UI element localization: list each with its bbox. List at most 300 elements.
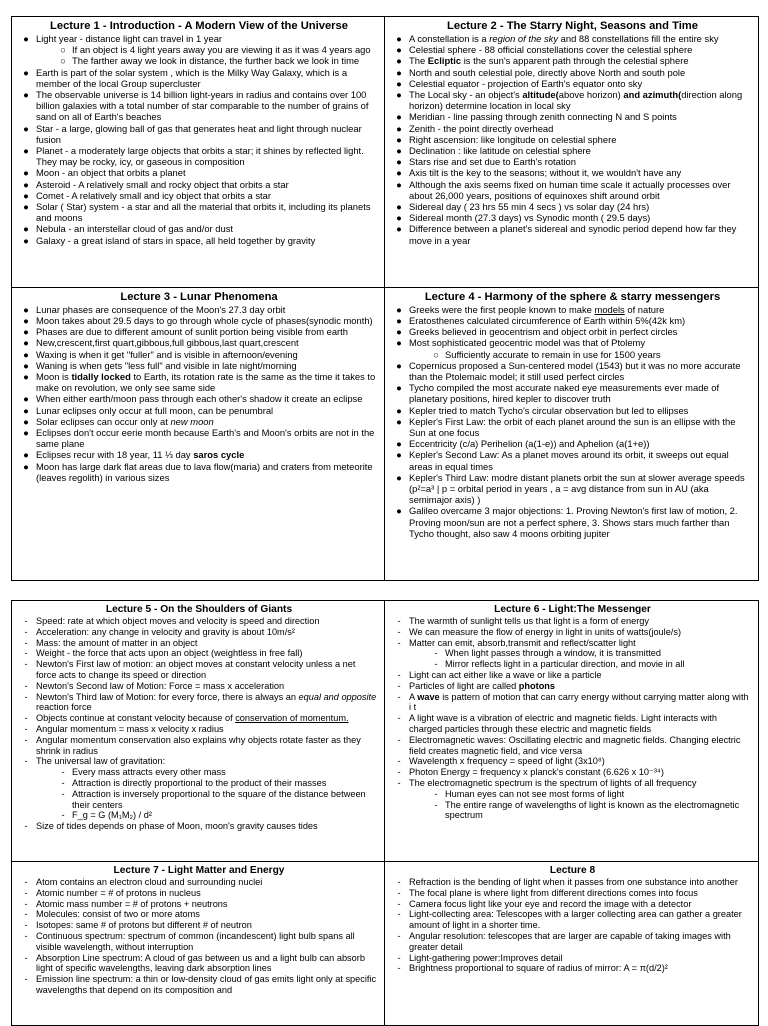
item-text: Greeks believed in geocentrism and object orbit in perfect circles	[409, 326, 678, 338]
list-item	[393, 756, 752, 767]
item-text: Sufficiently accurate to remain in use for 1500 years	[445, 348, 661, 360]
bullet-marker: ●	[23, 167, 29, 179]
text-run: Solar eclipses can occur only at	[36, 415, 171, 427]
lecture-grid	[11, 16, 759, 581]
list-item	[393, 909, 752, 931]
item-text: Phases are due to different amount of sunlit portion being visible from earth	[36, 326, 348, 338]
list-item	[393, 360, 752, 382]
text-run: is the sun's apparent path through the celestial sphere	[461, 55, 689, 67]
item-text: The observable universe is 14 billion light-years in radius and contains over 100 billion galaxies with a total number of star comparable to the number of grains of sand on all of Earth's beaches	[36, 89, 369, 123]
list-item	[20, 638, 378, 649]
item-text: Attraction is directly proportional to the product of their masses	[72, 777, 327, 788]
bullet-marker: ●	[23, 234, 29, 246]
bullet-list	[20, 33, 378, 246]
item-text: Axis tilt is the key to the seasons; without it, we wouldn't have any	[409, 167, 682, 179]
text-run: Ecliptic	[427, 55, 462, 67]
sub-bullet-marker: -	[61, 777, 65, 788]
bullet-marker: ●	[396, 66, 402, 78]
list-item	[393, 326, 752, 337]
lecture-cell	[12, 862, 385, 1025]
list-item	[393, 438, 752, 449]
item-text: Asteroid - A relatively small and rocky object that orbits a star	[36, 178, 289, 190]
list-item	[20, 201, 378, 223]
item-text: Molecules: consist of two or more atoms	[36, 909, 200, 920]
bullet-marker: ●	[396, 449, 402, 461]
text-run: The Local sky - an object's	[409, 89, 523, 101]
bullet-marker: ●	[23, 404, 29, 416]
bullet-marker: -	[24, 931, 28, 942]
lecture-title: Lecture 4 - Harmony of the sphere & starry messengers	[424, 290, 721, 303]
item-text: Human eyes can not see most forms of light	[445, 788, 625, 799]
sub-bullet-marker: -	[434, 788, 438, 799]
list-item	[20, 235, 378, 246]
item-text: Light can act either like a wave or like a particle	[409, 669, 602, 680]
bullet-marker: -	[397, 713, 401, 724]
list-item	[20, 393, 378, 404]
item-text: Lunar phases are consequence of the Moon's 27.3 day orbit	[36, 303, 286, 315]
list-item	[20, 89, 378, 123]
list-item	[20, 405, 378, 416]
bullet-marker: ●	[396, 178, 402, 190]
item-text: F_g = G (M₁M₂) / d²	[72, 810, 152, 821]
list-item	[393, 800, 752, 822]
text-run: is pattern of motion that can carry energy without carrying matter along with i t	[409, 691, 749, 713]
item-text: Mirror reflects light in a particular direction, and movie in all	[445, 659, 685, 670]
bullet-marker: -	[397, 898, 401, 909]
sub-bullet-marker: -	[434, 799, 438, 810]
page-two	[0, 592, 768, 1024]
list-item	[393, 931, 752, 953]
list-item	[393, 735, 752, 757]
item-text: Kepler's First Law: the orbit of each planet around the sun is an ellipse with the Sun at one focus	[409, 415, 736, 439]
list-item	[393, 767, 752, 778]
list-item	[20, 756, 378, 767]
bullet-marker: ●	[23, 337, 29, 349]
item-text: Eccentricity (c/a) Perihelion (a(1-e)) and Aphelion (a(1+e))	[409, 438, 650, 450]
item-text: Acceleration: any change in velocity and gravity is about 10m/s²	[36, 626, 295, 637]
item-text: Absorption Line spectrum: A cloud of gas between us and a light bulb can absorb light of specific wavelengths, leaving dark absorption lines	[36, 952, 365, 974]
list-item	[20, 724, 378, 735]
list-item	[20, 223, 378, 234]
item-text: Comet - A relatively small and icy object that orbits a star	[36, 189, 271, 201]
item-text: We can measure the flow of energy in light in units of watts(joule/s)	[409, 626, 682, 637]
text-run: Objects continue at constant velocity because of	[36, 713, 236, 724]
bullet-marker: -	[24, 909, 28, 920]
bullet-marker: -	[397, 931, 401, 942]
text-run: and azimuth(	[623, 89, 682, 101]
item-text: Light-collecting area: Telescopes with a larger collecting area can gather a greater amount of light in a shorter time.	[409, 909, 742, 931]
bullet-marker: -	[397, 952, 401, 963]
lecture-cell	[12, 601, 385, 862]
item-text: North and south celestial pole, directly above North and south pole	[409, 66, 686, 78]
item-text: Matter can emit, absorb,transmit and reflect/scatter light	[409, 637, 636, 648]
item-text: Galileo overcame 3 major objections: 1. Proving Newton's first law of motion, 2. Proving moon/sun are not a perfect sphere, 3. Shows stars much farther than Tycho thought, also saw 4 moons orbiting jupiter	[409, 505, 738, 539]
lecture-cell	[12, 288, 385, 580]
item-text: Atomic number = # of protons in nucleus	[36, 887, 201, 898]
item-text: Nebula - an interstellar cloud of gas and/or dust	[36, 223, 233, 235]
text-run: Greeks were the first people known to make	[409, 303, 595, 315]
item-text: When light passes through a window, it is transmitted	[445, 648, 662, 659]
list-item	[20, 337, 378, 348]
item-text: Celestial equator - projection of Earth's equator onto sky	[409, 77, 643, 89]
bullet-marker: -	[397, 887, 401, 898]
list-item	[393, 692, 752, 714]
bullet-marker: -	[397, 756, 401, 767]
item-text: Mass: the amount of matter in an object	[36, 637, 198, 648]
list-item	[20, 360, 378, 371]
sub-bullet-marker: -	[61, 788, 65, 799]
bullet-marker: ●	[396, 223, 402, 235]
bullet-marker: ●	[23, 303, 29, 315]
bullet-marker: ●	[396, 89, 402, 101]
bullet-marker: ●	[396, 201, 402, 213]
list-item	[393, 405, 752, 416]
bullet-marker: ●	[23, 427, 29, 439]
item-text: Waning is when gets "less full" and visible in late night/morning	[36, 359, 297, 371]
bullet-marker: ●	[396, 303, 402, 315]
list-item	[393, 472, 752, 506]
list-item	[20, 449, 378, 460]
bullet-marker: -	[397, 626, 401, 637]
bullet-marker: ●	[23, 178, 29, 190]
list-item	[20, 371, 378, 393]
list-item	[393, 888, 752, 899]
list-item	[20, 67, 378, 89]
list-item	[20, 789, 378, 811]
text-run: A	[409, 691, 418, 702]
bullet-marker: -	[24, 734, 28, 745]
bullet-marker: -	[397, 669, 401, 680]
bullet-marker: -	[397, 963, 401, 974]
item-text: Lunar eclipses only occur at full moon, can be penumbral	[36, 404, 274, 416]
list-item	[393, 44, 752, 55]
list-item	[393, 505, 752, 539]
item-text: Waxing is when it get "fuller" and is visible in afternoon/evening	[36, 348, 298, 360]
lecture-title: Lecture 8	[549, 865, 596, 877]
list-item	[393, 123, 752, 134]
item-text: Most sophisticated geocentric model was that of Ptolemy	[409, 337, 646, 349]
list-item	[20, 123, 378, 145]
bullet-marker: ●	[396, 315, 402, 326]
bullet-marker: ●	[396, 404, 402, 416]
lecture-title: Lecture 6 - Light:The Messenger	[494, 604, 651, 615]
list-item	[20, 33, 378, 44]
sub-bullet-marker: ○	[60, 44, 66, 56]
list-item	[393, 449, 752, 471]
bullet-marker: -	[397, 637, 401, 648]
item-text: Wavelength x frequency = speed of light (3x10⁸)	[409, 756, 605, 767]
list-item	[393, 382, 752, 404]
lecture-title: Lecture 2 - The Starry Night, Seasons and Time	[447, 20, 698, 32]
item-text: Sidereal day ( 23 hrs 55 min 4 secs ) vs solar day (24 hrs)	[409, 201, 650, 213]
list-item	[393, 201, 752, 212]
item-text: Moon takes about 29.5 days to go through whole cycle of phases(synodic month)	[36, 315, 373, 326]
text-run: altitude(	[522, 89, 559, 101]
item-text: Eratosthenes calculated circumference of Earth within 5%(42k km)	[409, 315, 686, 326]
bullet-marker: ●	[396, 415, 402, 427]
sub-bullet-marker: -	[434, 648, 438, 659]
list-item	[20, 179, 378, 190]
text-run: tidally locked	[71, 371, 131, 383]
bullet-marker: ●	[396, 133, 402, 145]
item-text: Star - a large, glowing ball of gas that generates heat and light through nuclear fusion	[36, 122, 362, 145]
list-item	[20, 821, 378, 832]
list-item	[20, 899, 378, 910]
list-item	[20, 167, 378, 178]
list-item	[393, 134, 752, 145]
bullet-list	[393, 616, 752, 821]
item-text: Attraction is inversely proportional to the square of the distance between their centers	[72, 788, 366, 810]
bullet-marker: ●	[396, 145, 402, 157]
text-run: to Earth, its rotation rate is the same as the time it takes to make on revolution, we only see same side	[36, 371, 376, 394]
lecture-cell	[385, 288, 758, 580]
list-item	[393, 337, 752, 348]
item-text: Declination : like latitude on celestial sphere	[409, 145, 591, 157]
item-text: Emission line spectrum: a thin or low-density cloud of gas emits light only at specific wavelengths that depend on its composition and	[36, 974, 377, 996]
list-item	[20, 974, 378, 996]
text-run: direction along horizon) determine location in local sky	[409, 89, 743, 112]
list-item	[20, 877, 378, 888]
lecture-cell	[385, 601, 758, 862]
bullet-marker: ●	[396, 438, 402, 450]
item-text: Meridian - line passing through zenith connecting N and S points	[409, 111, 677, 123]
lecture-title: Lecture 3 - Lunar Phenomena	[120, 290, 278, 303]
list-item	[20, 55, 378, 66]
list-item	[393, 33, 752, 44]
list-item	[393, 778, 752, 789]
bullet-marker: -	[24, 626, 28, 637]
list-item	[20, 778, 378, 789]
item-text: The electromagnetic spectrum is the spectrum of lights of all frequency	[409, 777, 697, 788]
lecture-grid	[11, 600, 759, 1026]
item-text: Sidereal month (27.3 days) vs Synodic month ( 29.5 days)	[409, 212, 651, 224]
text-run: region of the sky	[489, 33, 559, 44]
bullet-marker: -	[24, 887, 28, 898]
item-text: Photon Energy = frequency x planck's constant (6.626 x 10⁻³⁴)	[409, 767, 664, 778]
bullet-marker: ●	[23, 201, 29, 213]
bullet-marker: ●	[23, 189, 29, 201]
list-item	[20, 713, 378, 724]
list-item	[20, 953, 378, 975]
sub-bullet-marker: ○	[60, 55, 66, 67]
bullet-marker: ●	[396, 337, 402, 349]
item-text: Stars rise and set due to Earth's rotation	[409, 156, 576, 168]
bullet-marker: -	[24, 691, 28, 702]
item-text: The warmth of sunlight tells us that light is a form of energy	[409, 616, 650, 626]
bullet-marker: -	[397, 777, 401, 788]
bullet-marker: ●	[23, 66, 29, 78]
item-text: Atomic mass number = # of protons + neutrons	[36, 898, 228, 909]
item-text: A light wave is a vibration of electric and magnetic fields. Light interacts with charged particles through these electric and magnetic fields	[409, 713, 717, 734]
list-item	[20, 427, 378, 449]
bullet-marker: -	[24, 821, 28, 832]
bullet-marker: -	[397, 909, 401, 920]
item-text: Although the axis seems fixed on human time scale it actually processes over about 26,000 years, positions of equinoxes shift around orbit	[409, 178, 731, 201]
list-item	[393, 616, 752, 627]
bullet-marker: ●	[396, 156, 402, 168]
bullet-marker: -	[397, 877, 401, 888]
bullet-marker: ●	[396, 167, 402, 179]
bullet-marker: ●	[23, 223, 29, 235]
item-text: Atom contains an electron cloud and surrounding nuclei	[36, 877, 263, 888]
item-text: Difference between a planet's sidereal and synodic period depend how far they move in a year	[409, 223, 737, 246]
list-item	[393, 212, 752, 223]
item-text: Light year - distance light can travel in 1 year	[36, 33, 223, 44]
bullet-marker: -	[24, 877, 28, 888]
item-text: Earth is part of the solar system , which is the Milky Way Galaxy, which is a member of the local Group supercluster	[36, 66, 348, 89]
bullet-list	[393, 33, 752, 246]
bullet-marker: ●	[396, 33, 402, 44]
sub-bullet-marker: ○	[433, 348, 439, 360]
bullet-marker: ●	[23, 460, 29, 472]
lecture-title: Lecture 5 - On the Shoulders of Giants	[105, 604, 293, 615]
item-text: Tycho compiled the most accurate naked eye measurements ever made of planetary positions, hired kepler to discover truth	[409, 382, 720, 405]
bullet-marker: -	[24, 974, 28, 985]
item-text: Electromagnetic waves: Oscillating electric and magnetic fields. Changing electric field creates magnetic field, and vice versa	[409, 734, 741, 756]
bullet-marker: -	[24, 713, 28, 724]
item-text: New,crescent,first quart,gibbous,full gibbous,last quart,crescent	[36, 337, 299, 349]
list-item	[393, 416, 752, 438]
list-item	[20, 416, 378, 427]
bullet-list	[393, 304, 752, 539]
item-text: Copernicus proposed a Sun-centered model (1543) but it was no more accurate than the Ptolemaic model; it still used perfect circles	[409, 359, 741, 383]
text-run: wave	[417, 691, 440, 702]
bullet-marker: ●	[23, 393, 29, 405]
list-item	[393, 681, 752, 692]
item-text: Refraction is the bending of light when it passes from one substance into another	[409, 877, 738, 888]
item-text: Eclipses don't occur eerie month because Earth's and Moon's orbits are not in the same plane	[36, 427, 375, 450]
bullet-marker: ●	[396, 111, 402, 123]
item-text: Kepler tried to match Tycho's circular observation but led to ellipses	[409, 404, 689, 416]
text-run: Eclipses recur with 18 year, 11 ⅓ day	[36, 449, 194, 461]
bullet-marker: -	[24, 723, 28, 734]
text-run: and 88 constellations fill the entire sky	[558, 33, 719, 44]
list-item	[393, 179, 752, 201]
item-text: Light-gathering power:Improves detail	[409, 952, 563, 963]
item-text: Angular momentum = mass x velocity x radius	[36, 723, 224, 734]
item-text: Speed: rate at which object moves and velocity is speed and direction	[36, 616, 320, 626]
list-item	[20, 304, 378, 315]
list-item	[20, 888, 378, 899]
text-run: equal and opposite	[298, 691, 377, 702]
bullet-marker: ●	[396, 44, 402, 56]
item-text: Continuous spectrum: spectrum of common (incandescent) light bulb spans all visible wavelength, without interruption	[36, 931, 355, 952]
bullet-marker: -	[397, 734, 401, 745]
list-item	[393, 963, 752, 974]
list-item	[20, 931, 378, 953]
item-text: Angular momentum conservation also explains why objects rotate faster as they shrink in radius	[36, 734, 361, 756]
item-text: Planet - a moderately large objects that orbits a star; it shines by reflected light. They may be rocky, icy, or gaseous in composition	[36, 145, 364, 168]
list-item	[20, 909, 378, 920]
item-text: Brightness proportional to square of radius of mirror: A = π(d/2)²	[409, 963, 668, 974]
item-text: Zenith - the point directly overhead	[409, 122, 554, 134]
item-text: The farther away we look in distance, the further back we look in time	[72, 55, 360, 67]
bullet-marker: ●	[23, 348, 29, 360]
item-text: Kepler's Third Law: modre distant planets orbit the sun at slower average speeds (p²=a³ | p = orbital period in years , a = avg distance from sun in AU (aka semimajor axis) )	[409, 471, 745, 506]
list-item	[393, 627, 752, 638]
text-run: The	[409, 55, 428, 67]
text-run: Particles of light are called	[409, 680, 519, 691]
list-item	[20, 145, 378, 167]
bullet-marker: ●	[396, 77, 402, 89]
bullet-marker: ●	[23, 33, 29, 44]
list-item	[20, 349, 378, 360]
list-item	[393, 167, 752, 178]
list-item	[393, 304, 752, 315]
item-text: Solar ( Star) system - a star and all the material that orbits it, including its planets and moons	[36, 201, 371, 224]
list-item	[20, 735, 378, 757]
bullet-marker: ●	[23, 371, 29, 383]
sub-bullet-marker: -	[61, 810, 65, 821]
list-item	[20, 810, 378, 821]
list-item	[393, 111, 752, 122]
bullet-marker: ●	[23, 415, 29, 427]
item-text: Every mass attracts every other mass	[72, 767, 226, 778]
lecture-title: Lecture 1 - Introduction - A Modern View of the Universe	[50, 20, 348, 32]
list-item	[20, 920, 378, 931]
item-text: Moon - an object that orbits a planet	[36, 167, 186, 179]
list-item	[393, 789, 752, 800]
list-item	[393, 670, 752, 681]
list-item	[20, 627, 378, 638]
list-item	[20, 315, 378, 326]
list-item	[393, 89, 752, 111]
bullet-marker: ●	[396, 505, 402, 517]
list-item	[20, 681, 378, 692]
item-text: Celestial sphere - 88 official constellations cover the celestial sphere	[409, 44, 693, 56]
lecture-title: Lecture 7 - Light Matter and Energy	[113, 865, 285, 877]
item-text: The universal law of gravitation:	[36, 756, 166, 767]
list-item	[393, 78, 752, 89]
bullet-marker: -	[397, 691, 401, 702]
list-item	[20, 692, 378, 714]
list-item	[20, 44, 378, 55]
bullet-marker: ●	[23, 122, 29, 134]
bullet-list	[20, 877, 378, 996]
item-text: Newton's First law of motion: an object moves at constant velocity unless a net force acts to change its speed or direction	[36, 659, 356, 680]
list-item	[393, 659, 752, 670]
list-item	[393, 55, 752, 66]
bullet-marker: ●	[396, 359, 402, 371]
bullet-marker: -	[24, 616, 28, 626]
text-run: saros cycle	[193, 449, 245, 461]
item-text: Kepler's Second Law: As a planet moves around its orbit, it sweeps out equal areas in equal times	[409, 449, 729, 472]
text-run: of nature	[624, 303, 665, 315]
bullet-marker: ●	[23, 326, 29, 338]
bullet-marker: ●	[23, 449, 29, 461]
list-item	[393, 953, 752, 964]
bullet-marker: -	[397, 680, 401, 691]
list-item	[393, 315, 752, 326]
item-text: Newton's Second law of Motion: Force = mass x acceleration	[36, 680, 285, 691]
text-run: models	[594, 303, 625, 315]
bullet-marker: -	[397, 616, 401, 626]
list-item	[393, 877, 752, 888]
text-run: new moon	[170, 415, 214, 427]
item-text: Weight - the force that acts upon an object (weightless in free fall)	[36, 648, 303, 659]
text-run: Newton's Third law of Motion: for every force, there is always an	[36, 691, 299, 702]
list-item	[393, 899, 752, 910]
list-item	[20, 616, 378, 627]
list-item	[393, 67, 752, 78]
item-text: If an object is 4 light years away you are viewing it as it was 4 years ago	[72, 44, 371, 56]
bullet-marker: ●	[396, 55, 402, 67]
bullet-marker: -	[24, 920, 28, 931]
list-item	[393, 156, 752, 167]
item-text: Moon has large dark flat areas due to lava flow(maria) and craters from meteorite (leaves regolith) in various sizes	[36, 460, 373, 483]
text-run: reaction force	[36, 702, 92, 713]
item-text: Right ascension: like longitude on celestial sphere	[409, 133, 617, 145]
